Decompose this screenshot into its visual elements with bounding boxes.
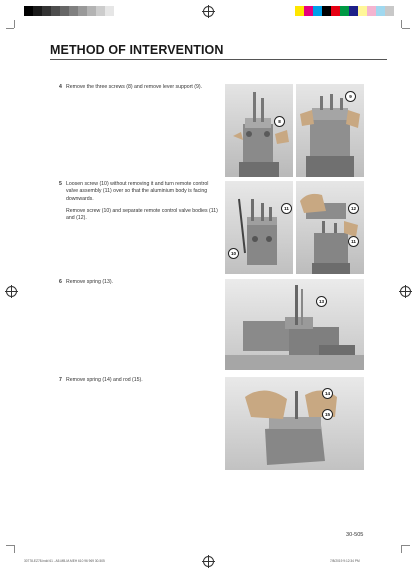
step-number: 4 [59,84,62,90]
gray-swatch [87,6,96,16]
gray-swatch [78,6,87,16]
gray-swatch [96,6,105,16]
step-number: 7 [59,377,62,383]
crop-mark [401,545,402,553]
step-text: Remove the three screws (8) and remove lever support (9). [66,84,203,90]
color-swatch [340,6,349,16]
step-text: Loosen screw (10) without removing it and turn remote control valve assembly (11) over so that the aluminium body is facing downwards. [66,181,209,202]
grayscale-color-bar [24,6,123,16]
color-swatch [349,6,358,16]
gray-swatch [105,6,114,16]
color-swatch [385,6,394,16]
page-number: 30-505 [346,532,364,538]
process-color-bar [295,6,394,16]
registration-mark-top [203,6,214,17]
step-text: Remove spring (13). [66,279,113,285]
gray-swatch [51,6,60,16]
step-text: Remove spring (14) and rod (15). [66,377,143,383]
callout-13: 13 [316,296,327,307]
print-slug-left: 30778-EZ78.indd 61 - A5-MB-M-MEH 610 96 969 30-505 [24,559,105,563]
photo-step5-screw [225,181,293,274]
gray-swatch [42,6,51,16]
registration-mark-left [6,286,17,297]
gray-swatch [60,6,69,16]
page-title: METHOD OF INTERVENTION [50,43,224,57]
photo-step5-valve-bodies [296,181,364,274]
registration-mark-bottom [203,556,214,567]
gray-swatch [24,6,33,16]
color-swatch [376,6,385,16]
print-slug-right: 7/8/2019 9:12:34 PM [330,559,360,563]
crop-mark [6,545,14,546]
title-divider [50,59,387,60]
crop-mark [14,20,15,28]
color-swatch [304,6,313,16]
photo-step6-spring [225,279,364,370]
color-swatch [322,6,331,16]
crop-mark [401,20,402,28]
gray-swatch [114,6,123,16]
callout-9: 9 [345,91,356,102]
color-swatch [313,6,322,16]
callout-11: 11 [281,203,292,214]
callout-10: 10 [228,248,239,259]
crop-mark [14,545,15,553]
callout-14: 14 [322,388,333,399]
gray-swatch [69,6,78,16]
crop-mark [402,28,410,29]
step-text: Remove screw (10) and separate remote control valve bodies (11) and (12). [66,208,218,222]
crop-mark [6,28,14,29]
step-number: 6 [59,279,62,285]
callout-15: 15 [322,409,333,420]
step-number: 5 [59,181,62,187]
callout-11: 11 [348,236,359,247]
photo-step7-spring-rod [225,377,364,470]
color-swatch [358,6,367,16]
callout-12: 12 [348,203,359,214]
gray-swatch [33,6,42,16]
color-swatch [295,6,304,16]
photo-step4-screws [225,84,293,177]
color-swatch [367,6,376,16]
crop-mark [402,545,410,546]
color-swatch [331,6,340,16]
registration-mark-right [400,286,411,297]
callout-8: 8 [274,116,285,127]
